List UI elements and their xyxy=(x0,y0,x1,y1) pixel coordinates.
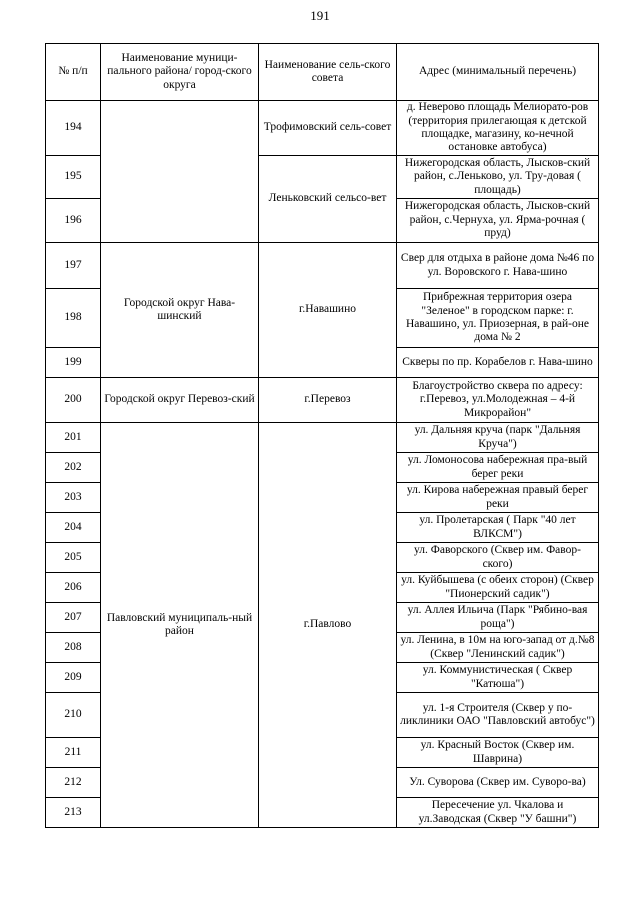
row-number: 208 xyxy=(46,633,101,663)
table-row xyxy=(46,423,599,453)
addresses-table xyxy=(45,43,599,828)
district-cell: Павловский муниципаль-ный район xyxy=(101,423,259,828)
header-num: № п/п xyxy=(46,44,101,101)
row-number: 198 xyxy=(46,289,101,348)
row-number: 197 xyxy=(46,243,101,289)
district-cell: Городской округ Перевоз-ский xyxy=(101,378,259,423)
header-district: Наименование муници-пального района/ город-ского округа xyxy=(101,44,259,101)
address-cell: ул. Кирова набережная правый берег реки xyxy=(397,483,599,513)
row-number: 206 xyxy=(46,573,101,603)
row-number: 213 xyxy=(46,798,101,828)
row-number: 210 xyxy=(46,693,101,738)
header-row xyxy=(46,44,599,101)
row-number: 199 xyxy=(46,348,101,378)
address-cell: Нижегородская область, Лысков-ский район, с.Чернуха, ул. Ярма-рочная ( пруд) xyxy=(397,199,599,243)
address-cell: ул. Пролетарская ( Парк "40 лет ВЛКСМ") xyxy=(397,513,599,543)
row-number: 194 xyxy=(46,101,101,156)
row-number: 207 xyxy=(46,603,101,633)
address-cell: ул. 1-я Строителя (Сквер у по-ликлиники ОАО "Павловский автобус") xyxy=(397,693,599,738)
header-address: Адрес (минимальный перечень) xyxy=(397,44,599,101)
address-cell: Ул. Суворова (Сквер им. Суворо-ва) xyxy=(397,768,599,798)
header-council: Наименование сель-ского совета xyxy=(259,44,397,101)
row-number: 209 xyxy=(46,663,101,693)
address-cell: Нижегородская область, Лысков-ский район, с.Леньково, ул. Тру-довая ( площадь) xyxy=(397,156,599,199)
district-cell xyxy=(101,101,259,243)
address-cell: ул. Красный Восток (Сквер им. Шаврина) xyxy=(397,738,599,768)
address-cell: ул. Аллея Ильича (Парк "Рябино-вая роща") xyxy=(397,603,599,633)
row-number: 200 xyxy=(46,378,101,423)
row-number: 196 xyxy=(46,199,101,243)
address-cell: ул. Фаворского (Сквер им. Фавор-ского) xyxy=(397,543,599,573)
table-row xyxy=(46,378,599,423)
council-cell: г.Павлово xyxy=(259,423,397,828)
address-cell: ул. Коммунистическая ( Сквер "Катюша") xyxy=(397,663,599,693)
council-cell: Леньковский сельсо-вет xyxy=(259,156,397,243)
address-cell: Пересечение ул. Чкалова и ул.Заводская (Сквер "У башни") xyxy=(397,798,599,828)
address-cell: Скверы по пр. Корабелов г. Нава-шино xyxy=(397,348,599,378)
address-cell: Свер для отдыха в районе дома №46 по ул. Воровского г. Нава-шино xyxy=(397,243,599,289)
address-cell: ул. Ломоносова набережная пра-вый берег реки xyxy=(397,453,599,483)
address-cell: ул. Ленина, в 10м на юго-запад от д.№8 (Сквер "Ленинский садик") xyxy=(397,633,599,663)
address-cell: Благоустройство сквера по адресу: г.Перевоз, ул.Молодежная – 4-й Микрорайон" xyxy=(397,378,599,423)
row-number: 202 xyxy=(46,453,101,483)
address-cell: ул. Куйбышева (с обеих сторон) (Сквер "Пионерский садик") xyxy=(397,573,599,603)
row-number: 205 xyxy=(46,543,101,573)
address-cell: ул. Дальняя круча (парк "Дальняя Круча") xyxy=(397,423,599,453)
page-number: 191 xyxy=(310,8,330,23)
table-row xyxy=(46,243,599,289)
district-cell: Городской округ Нава-шинский xyxy=(101,243,259,378)
address-cell: д. Неверово площадь Мелиорато-ров (территория прилегающая к детской площадке, магазину, ко-нечной остановке автобуса) xyxy=(397,101,599,156)
row-number: 212 xyxy=(46,768,101,798)
row-number: 204 xyxy=(46,513,101,543)
address-cell: Прибрежная территория озера "Зеленое" в городском парке: г. Навашино, ул. Приозерная, в рай-оне дома № 2 xyxy=(397,289,599,348)
row-number: 203 xyxy=(46,483,101,513)
table-row xyxy=(46,101,599,156)
council-cell: г.Навашино xyxy=(259,243,397,378)
council-cell: г.Перевоз xyxy=(259,378,397,423)
council-cell: Трофимовский сель-совет xyxy=(259,101,397,156)
row-number: 195 xyxy=(46,156,101,199)
row-number: 211 xyxy=(46,738,101,768)
row-number: 201 xyxy=(46,423,101,453)
